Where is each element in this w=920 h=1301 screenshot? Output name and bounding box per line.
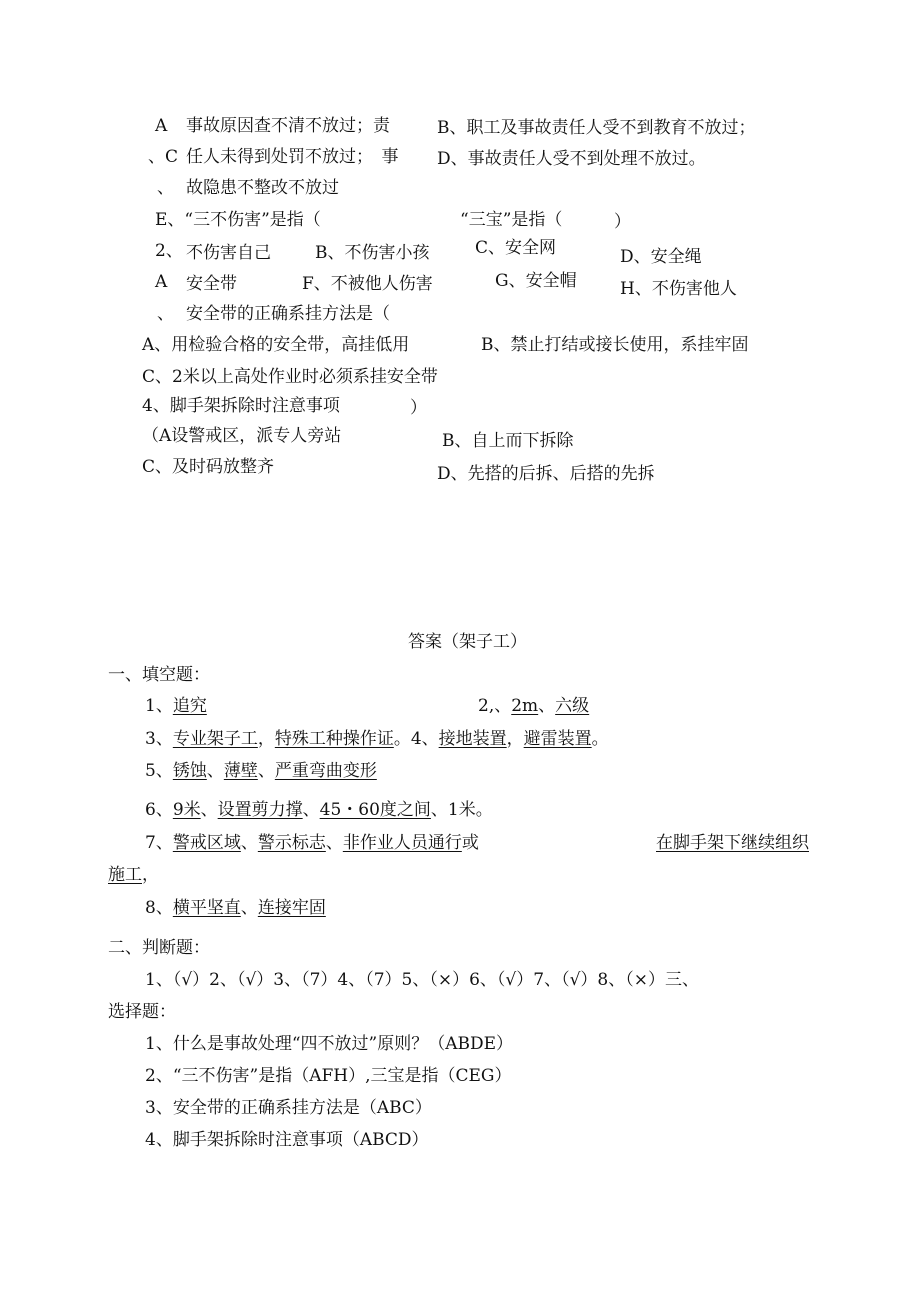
question-text: 安全带的正确系挂方法是（ xyxy=(186,304,390,324)
answer-number: 7、 xyxy=(145,833,173,853)
judge-answers: 1、（√）2、（√）3、（7）4、（7）5、（×）6、（√）7、（√）8、（×）三、 xyxy=(145,970,699,990)
answer-blank: 设置剪力撑 xyxy=(217,800,303,820)
answer-blank: 避雷装置 xyxy=(523,729,592,749)
answer-sep: 、 xyxy=(257,761,275,781)
answer-blank: 警戒区域 xyxy=(172,833,241,853)
option-text: （A设警戒区，派专人旁站 xyxy=(142,426,342,446)
option-text: H、不伤害他人 xyxy=(620,279,737,299)
answer-blank: 六级 xyxy=(555,696,590,716)
answer-blank: 横平坚直 xyxy=(172,898,241,918)
option-text: D、安全绳 xyxy=(620,247,702,267)
answer-blank: 特殊工种操作证 xyxy=(274,729,394,749)
answer-sep: 。 xyxy=(591,729,609,749)
option-text: D、事故责任人受不到处理不放过。 xyxy=(437,149,706,169)
option-label: A xyxy=(155,116,168,136)
answer-blank: 专业架子工 xyxy=(172,729,258,749)
choice-answer: 3、安全带的正确系挂方法是（ABC） xyxy=(145,1098,432,1118)
answer-blank: 非作业人员通行 xyxy=(342,833,462,853)
answer-number: 5、 xyxy=(145,761,173,781)
answer-sep: ， xyxy=(506,729,524,749)
option-label: 、C xyxy=(148,147,179,167)
option-label: 、 xyxy=(157,178,174,198)
option-text: C、及时码放整齐 xyxy=(142,457,275,477)
answer-sep: 。4、 xyxy=(393,729,439,749)
option-text: 任人未得到处罚不放过； 事 xyxy=(186,147,399,167)
choice-answer: 4、脚手架拆除时注意事项（ABCD） xyxy=(145,1130,429,1150)
answer-blank: 接地装置 xyxy=(438,729,507,749)
option-text: B、职工及事故责任人受不到教育不放过； xyxy=(437,118,756,138)
answer-line xyxy=(478,698,589,715)
answer-blank: 追究 xyxy=(172,696,207,716)
question-text: ） xyxy=(614,212,631,232)
answer-line xyxy=(145,802,493,819)
option-text: F、不被他人伤害 xyxy=(302,274,433,294)
option-text: 故隐患不整改不放过 xyxy=(186,178,339,198)
question-number: 、 xyxy=(157,304,174,324)
answer-number: 3、 xyxy=(145,729,173,749)
option-text: C、2米以上高处作业时必须系挂安全带 xyxy=(142,367,438,387)
answer-sep: 、 xyxy=(325,833,343,853)
answer-number: 6、 xyxy=(145,800,173,820)
answer-blank: 薄壁 xyxy=(223,761,258,781)
option-text: D、先搭的后拆、后搭的先拆 xyxy=(437,464,655,484)
question-text: E、“三不伤害”是指（ xyxy=(155,210,321,230)
option-text: B、不伤害小孩 xyxy=(315,243,430,263)
answer-line xyxy=(145,698,207,715)
answer-sep: ， xyxy=(142,865,159,885)
answer-blank: 连接牢固 xyxy=(257,898,326,918)
answer-line xyxy=(145,763,377,780)
choice-answer: 2、“三不伤害”是指（AFH）,三宝是指（CEG） xyxy=(145,1066,512,1086)
question-text: ） xyxy=(410,398,427,418)
option-text: 不伤害自己 xyxy=(186,243,271,263)
answer-blank: 警示标志 xyxy=(257,833,326,853)
option-text: 安全带 xyxy=(186,274,237,294)
answer-line xyxy=(145,835,479,852)
answer-sep: 、 xyxy=(206,761,224,781)
option-text: G、安全帽 xyxy=(495,271,577,291)
answer-blank: 2m xyxy=(511,696,539,716)
option-text: B、禁止打结或接长使用，系挂牢固 xyxy=(481,335,749,355)
answer-number: 1、 xyxy=(145,696,173,716)
answer-blank: 9米 xyxy=(172,800,201,820)
answer-line xyxy=(145,900,326,917)
question-number: 2、 xyxy=(155,241,183,261)
answer-line xyxy=(145,731,609,748)
answer-sep: 或 xyxy=(461,833,479,853)
answer-sep: 、 xyxy=(240,833,258,853)
answer-sep: 、 xyxy=(538,696,556,716)
option-text: 事故原因查不清不放过；责 xyxy=(186,116,390,136)
answer-sep: 、1米。 xyxy=(430,800,493,820)
option-text: B、自上而下拆除 xyxy=(442,431,574,451)
answer-blank: 45・60度之间 xyxy=(319,800,431,820)
page-title: 答案（架子工） xyxy=(408,632,527,652)
answer-number: 8、 xyxy=(145,898,173,918)
choice-answer: 1、什么是事故处理“四不放过”原则？（ABDE） xyxy=(145,1034,514,1054)
answer-blank: 锈蚀 xyxy=(172,761,207,781)
answer-sep: 、 xyxy=(240,898,258,918)
option-text: C、安全网 xyxy=(475,238,557,258)
answer-sep: 、 xyxy=(200,800,218,820)
answer-blank: 严重弯曲变形 xyxy=(274,761,377,781)
section-heading: 选择题： xyxy=(108,1002,176,1022)
question-text: “三宝”是指（ xyxy=(460,210,563,230)
option-label: A xyxy=(155,272,168,292)
answer-blank: 施工 xyxy=(108,865,142,885)
answer-blank: 在脚手架下继续组织 xyxy=(656,833,809,853)
question-text: 4、脚手架拆除时注意事项 xyxy=(142,396,340,416)
section-heading: 二、判断题： xyxy=(108,938,210,958)
answer-sep: ， xyxy=(257,729,275,749)
answer-line xyxy=(108,867,159,884)
section-heading: 一、填空题： xyxy=(108,665,210,685)
answer-sep: 、 xyxy=(302,800,320,820)
answer-number: 2,、 xyxy=(478,696,512,716)
option-text: A、用检验合格的安全带，高挂低用 xyxy=(142,335,410,355)
